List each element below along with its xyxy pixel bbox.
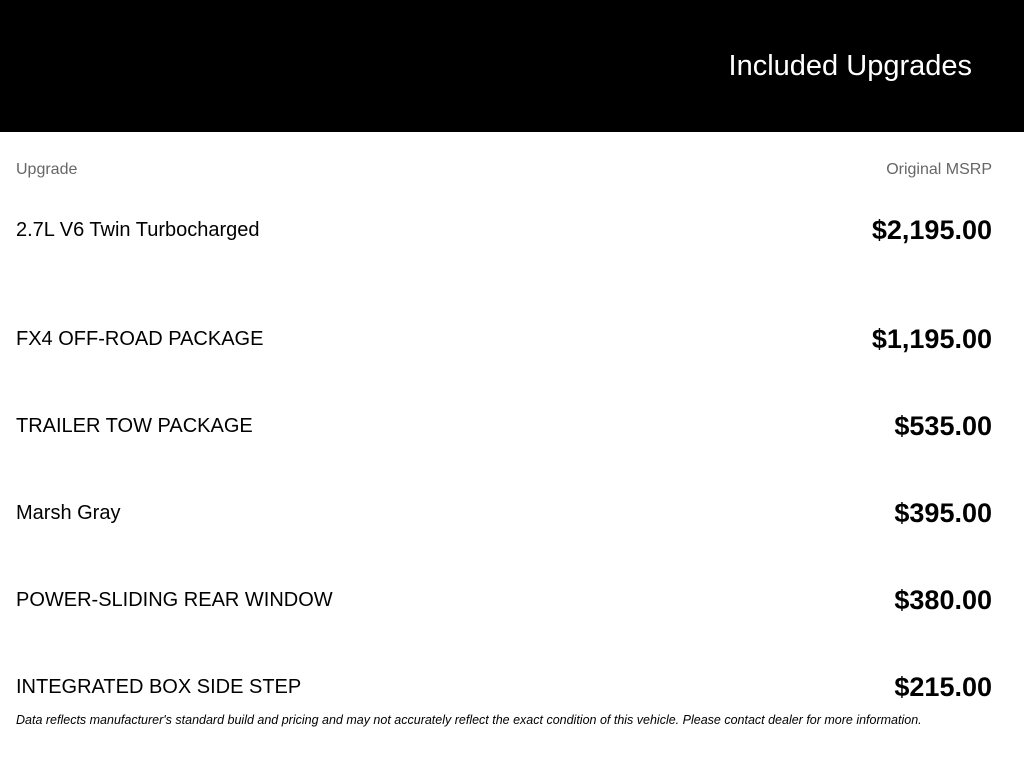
column-header-msrp: Original MSRP [886,161,992,178]
upgrade-name: FX4 OFF-ROAD PACKAGE [16,327,264,350]
upgrade-name: POWER-SLIDING REAR WINDOW [16,588,333,611]
upgrades-table [0,132,1024,730]
table-row [16,556,992,643]
upgrade-price: $535.00 [894,410,992,441]
upgrade-price: $395.00 [894,497,992,528]
upgrade-name: 2.7L V6 Twin Turbocharged [16,218,260,241]
upgrade-name: TRAILER TOW PACKAGE [16,414,253,437]
upgrade-name: Marsh Gray [16,501,121,524]
upgrade-price: $2,195.00 [871,214,992,245]
upgrade-name: INTEGRATED BOX SIDE STEP [16,675,302,698]
page-title: Included Upgrades [728,50,972,82]
upgrade-list [16,208,992,730]
table-row [16,295,992,382]
column-headers [16,132,992,208]
header-banner [0,0,1024,132]
table-row [16,382,992,469]
table-row [16,469,992,556]
upgrade-price: $380.00 [894,584,992,615]
disclaimer-text: Data reflects manufacturer's standard build and pricing and may not accurately reflect the exact condition of this vehicle. Please contact dealer for more information. [16,713,922,727]
upgrade-price: $1,195.00 [871,323,992,354]
table-row [16,208,992,251]
column-header-upgrade: Upgrade [16,161,78,178]
upgrade-price: $215.00 [894,671,992,702]
